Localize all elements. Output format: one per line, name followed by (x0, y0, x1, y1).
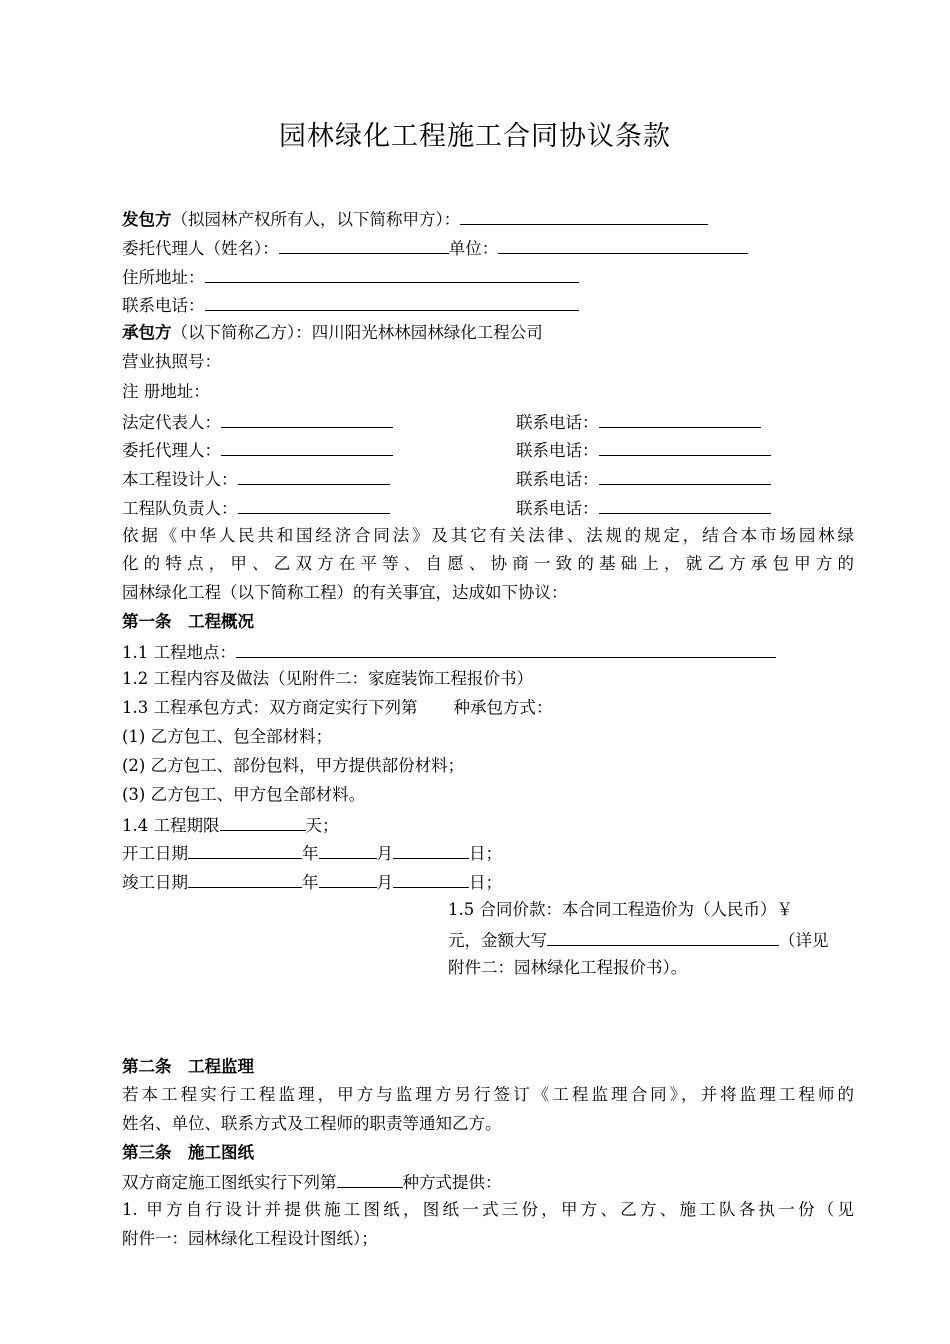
article-2-line-2: 姓名、单位、联系方式及工程师的职责等通知乙方。 (122, 1114, 502, 1133)
legal-rep-label: 法定代表人： (122, 413, 221, 432)
party-a-agent-line (122, 236, 748, 260)
designer-blank[interactable] (238, 467, 390, 485)
party-b-agent-phone-label: 联系电话： (516, 441, 599, 460)
preamble-line-1: 依据《中华人民共和国经济合同法》及其它有关法律、法规的规定，结合本市场园林绿 (122, 526, 854, 545)
price-line-2-a: 元，金额大写 (448, 931, 547, 950)
party-b-license-label: 营业执照号： (122, 352, 221, 371)
designer-label: 本工程设计人： (122, 470, 238, 489)
end-day-blank[interactable] (393, 870, 469, 888)
article-2-line-1: 若本工程实行工程监理，甲方与监理方另行签订《工程监理合同》，并将监理工程师的 (122, 1085, 854, 1104)
party-a-unit-blank[interactable] (498, 236, 748, 254)
party-a-line (122, 207, 708, 231)
team-leader-label: 工程队负责人： (122, 499, 238, 518)
end-year-label: 年 (302, 873, 319, 892)
legal-rep-phone-label: 联系电话： (516, 413, 599, 432)
designer-line (122, 467, 862, 491)
start-date-line (122, 841, 502, 865)
item-1-4-label-b: 天； (305, 816, 339, 835)
start-date-label: 开工日期 (122, 844, 188, 863)
party-a-address-label: 住所地址： (122, 268, 205, 287)
document-title: 园林绿化工程施工合同协议条款 (279, 121, 671, 152)
item-1-4-line (122, 813, 339, 837)
start-year-blank[interactable] (188, 841, 302, 859)
party-b-line (122, 322, 543, 344)
party-a-label: 发包方 (122, 210, 172, 229)
legal-rep-blank[interactable] (221, 410, 393, 428)
start-month-label: 月 (376, 844, 393, 863)
party-a-unit-label: 单位： (448, 239, 499, 258)
item-1-3-line (122, 697, 553, 719)
party-b-agent-phone-blank[interactable] (599, 438, 771, 456)
team-leader-line (122, 496, 862, 520)
end-month-blank[interactable] (319, 870, 377, 888)
party-a-phone-blank[interactable] (205, 293, 579, 311)
article-3-line-1-b: 种方式提供： (402, 1173, 502, 1192)
end-date-line (122, 870, 502, 894)
legal-rep-line (122, 410, 862, 434)
article-3-line-1 (122, 1170, 502, 1194)
item-1-3-label-a: 1.3 工程承包方式：双方商定实行下列第 (122, 698, 418, 717)
team-leader-phone-blank[interactable] (599, 496, 771, 514)
item-1-2: 1.2 工程内容及做法（见附件二：家庭装饰工程报价书） (122, 669, 533, 688)
amount-in-words-blank[interactable] (547, 928, 779, 946)
price-line-1: 1.5 合同价款：本合同工程造价为（人民币）￥ (448, 900, 793, 919)
option-1: (1) 乙方包工、包全部材料； (122, 727, 333, 746)
team-leader-phone-label: 联系电话： (516, 499, 599, 518)
article-3-line-1-a: 双方商定施工图纸实行下列第 (122, 1173, 337, 1192)
party-a-agent-label: 委托代理人（姓名）： (122, 239, 279, 258)
party-a-agent-blank[interactable] (279, 236, 449, 254)
party-a-desc: （拟园林产权所有人，以下简称甲方）： (171, 210, 461, 229)
party-a-phone-label: 联系电话： (122, 296, 205, 315)
item-1-1-line (122, 640, 776, 664)
end-date-label: 竣工日期 (122, 873, 188, 892)
end-month-label: 月 (376, 873, 393, 892)
article-3-heading: 第三条 施工图纸 (122, 1143, 254, 1162)
item-1-4-label-a: 1.4 工程期限 (122, 816, 220, 835)
party-a-address-line (122, 265, 579, 289)
party-b-label: 承包方 (122, 323, 172, 342)
price-line-2-b: （详见 (779, 931, 829, 950)
party-b-agent-label: 委托代理人： (122, 441, 221, 460)
article-3-item-1-line-2: 附件一：园林绿化工程设计图纸）； (122, 1229, 378, 1248)
option-2: (2) 乙方包工、部份包料，甲方提供部份材料； (122, 756, 465, 775)
party-a-name-blank[interactable] (460, 207, 708, 225)
end-day-label: 日； (469, 873, 502, 892)
preamble-line-3: 园林绿化工程（以下简称工程）的有关事宜，达成如下协议： (122, 583, 568, 602)
start-month-blank[interactable] (319, 841, 377, 859)
start-day-blank[interactable] (393, 841, 469, 859)
party-b-agent-line (122, 438, 862, 462)
legal-rep-phone-blank[interactable] (599, 410, 761, 428)
price-line-3: 附件二：园林绿化工程报价书）。 (448, 958, 688, 977)
end-year-blank[interactable] (188, 870, 302, 888)
option-3: (3) 乙方包工、甲方包全部材料。 (122, 785, 366, 804)
designer-phone-label: 联系电话： (516, 470, 599, 489)
duration-days-blank[interactable] (220, 813, 306, 831)
drawing-method-blank[interactable] (337, 1170, 403, 1188)
party-a-address-blank[interactable] (205, 265, 579, 283)
article-2-heading: 第二条 工程监理 (122, 1057, 254, 1076)
party-a-phone-line (122, 293, 579, 317)
party-b-reg-address-label: 注 册地址： (122, 382, 210, 401)
article-1-heading: 第一条 工程概况 (122, 612, 254, 631)
designer-phone-blank[interactable] (599, 467, 771, 485)
party-b-agent-blank[interactable] (221, 438, 393, 456)
item-1-1-label: 1.1 工程地点： (122, 643, 236, 662)
start-year-label: 年 (302, 844, 319, 863)
start-day-label: 日； (469, 844, 502, 863)
team-leader-blank[interactable] (238, 496, 390, 514)
price-line-2 (448, 928, 856, 952)
party-b-desc: （以下简称乙方）：四川阳光林林园林绿化工程公司 (171, 323, 543, 342)
preamble-line-2: 化的特点，甲、乙双方在平等、自愿、协商一致的基础上，就乙方承包甲方的 (122, 554, 854, 573)
item-1-3-label-b: 种承包方式： (453, 698, 553, 717)
project-location-blank[interactable] (236, 640, 776, 658)
article-3-item-1-line-1: 1. 甲方自行设计并提供施工图纸，图纸一式三份，甲方、乙方、施工队各执一份（见 (122, 1200, 854, 1219)
